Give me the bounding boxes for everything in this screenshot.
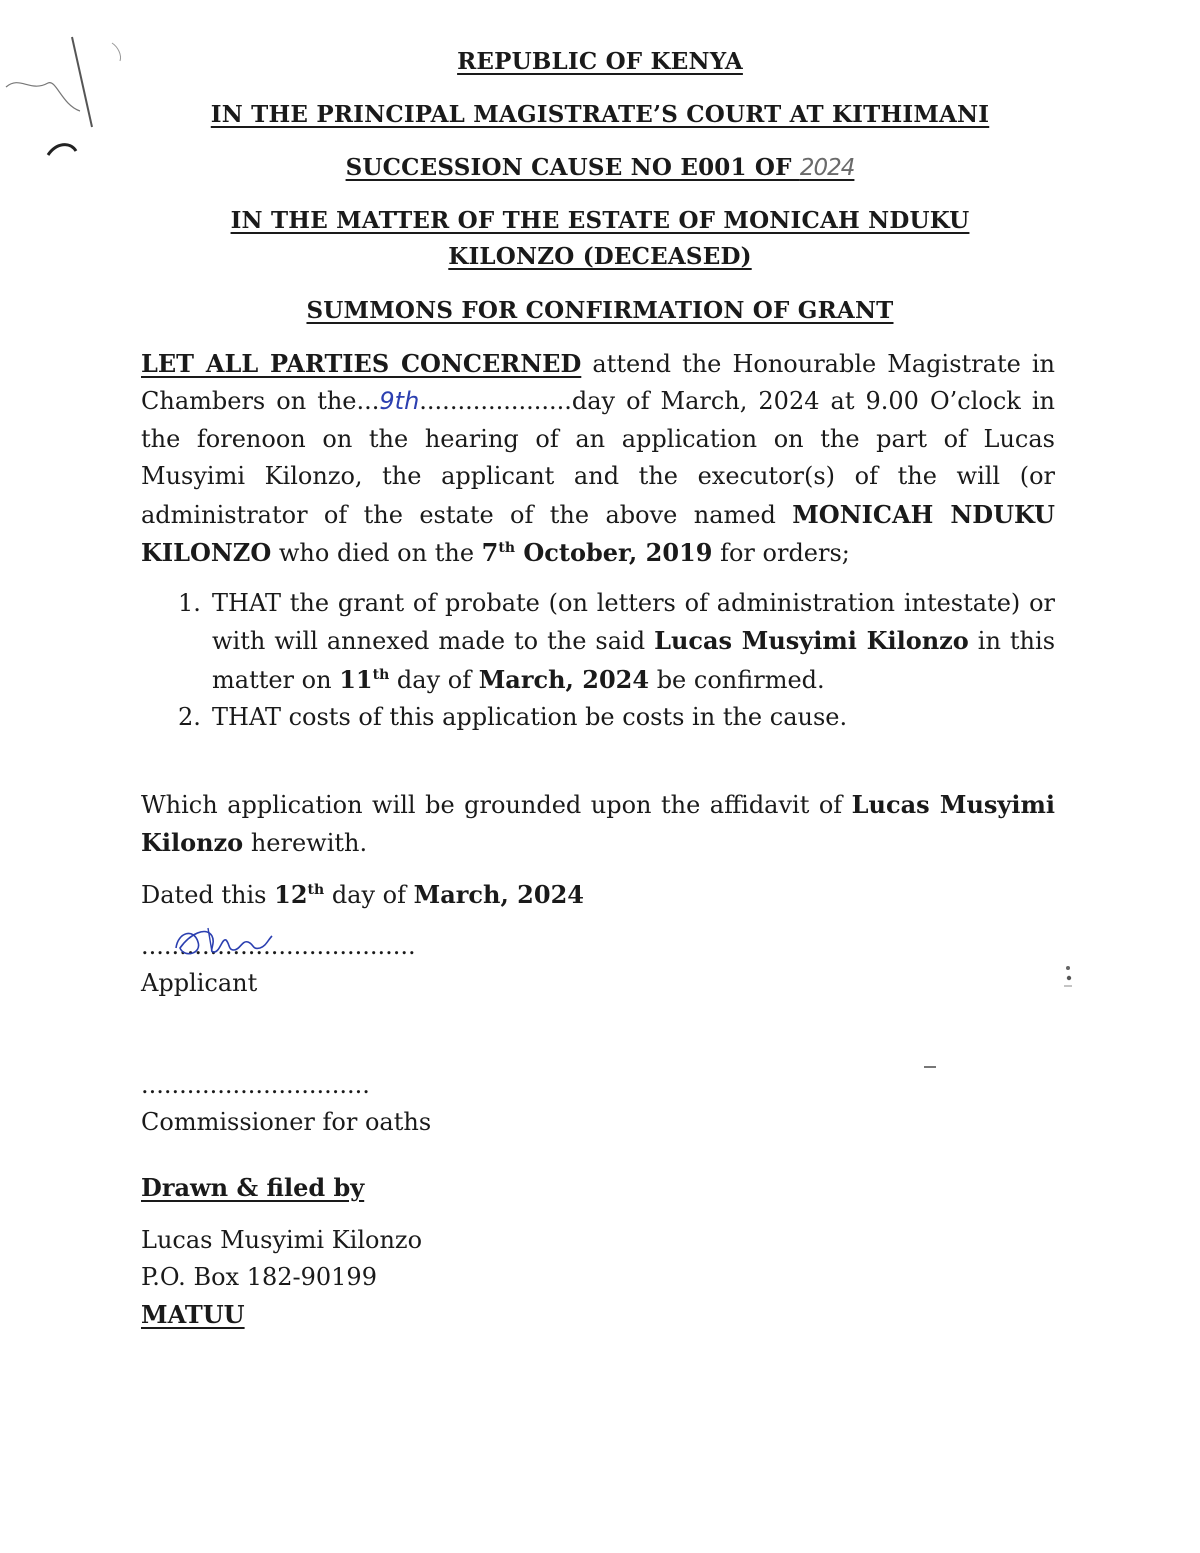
affiant-name: Lucas Musyimi Kilonzo (141, 790, 1055, 858)
cause-prefix: SUCCESSION CAUSE NO E001 OF (345, 154, 800, 181)
document-title: SUMMONS FOR CONFIRMATION OF GRANT (306, 297, 894, 324)
opening-phrase: LET ALL PARTIES CONCERNED (141, 349, 582, 378)
list-item: 2. THAT costs of this application be costs in the cause. (178, 699, 1055, 736)
grounds-paragraph: Which application will be grounded upon the affidavit of Lucas Musyimi Kilonzo herewith. (141, 790, 1055, 858)
applicant-name: Lucas Musyimi Kilonzo (654, 626, 969, 656)
signature-dots: .................................... (141, 932, 416, 960)
paragraph-text-1: attend the Honourable Magistrate in Chambers on the... (141, 350, 1056, 416)
list-item: 1. THAT the grant of probate (on letters of administration intestate) or with will annexed made to the said Lucas Musyimi Kilonzo in this matter on 11th day of March, 2024 be confirmed. (178, 585, 1055, 699)
applicant-label: Applicant (141, 969, 258, 997)
commissioner-signature-line: .............................. (141, 1071, 370, 1099)
applicant-signature (168, 918, 288, 962)
scan-speck (1058, 960, 1082, 994)
order-number: 2. (178, 703, 201, 732)
cause-number (346, 154, 855, 181)
heading-document-title (0, 293, 1200, 329)
grant-day: 11th (339, 664, 390, 694)
handwritten-hearing-day: 9th (379, 387, 420, 416)
filed-by-heading: Drawn & filed by (141, 1173, 365, 1202)
paragraph-text-3: who died on the (271, 539, 482, 568)
matter-line-2: KILONZO (DECEASED) (448, 243, 752, 270)
handwritten-cause-year: 2024 (799, 155, 855, 181)
heading-court (0, 97, 1200, 133)
commissioner-label: Commissioner for oaths (141, 1108, 432, 1136)
heading-matter (0, 203, 1200, 275)
paragraph-text-4: for orders; (712, 539, 850, 568)
filer-name: Lucas Musyimi Kilonzo (141, 1226, 423, 1254)
filer-town: MATUU (141, 1300, 245, 1329)
scan-speck (922, 1062, 942, 1072)
orders-list (178, 585, 1055, 737)
paragraph-text-2: ....................day of March, 2024 at 9.00 O’clock in the forenoon on the hearing of an application on the part of Lucas Musyimi Kilonzo, the applicant and the executor(s) of the will (or administrator of the estate of the above named (141, 387, 1055, 529)
matter-line-1: IN THE MATTER OF THE ESTATE OF MONICAH NDUKU (230, 207, 970, 234)
order-number: 1. (178, 589, 201, 617)
court-title: IN THE PRINCIPAL MAGISTRATE’S COURT AT KITHIMANI (210, 101, 990, 128)
grant-date: March, 2024 (478, 664, 650, 694)
heading-cause-number (0, 150, 1200, 186)
dated-month-year: March, 2024 (413, 880, 584, 909)
deceased-name: MONICAH NDUKU KILONZO (141, 499, 1055, 568)
dated-line: Dated this 12th day of March, 2024 (141, 880, 584, 909)
country-title: REPUBLIC OF KENYA (457, 48, 743, 75)
heading-country (0, 44, 1200, 80)
scan-artifact-mark (0, 15, 140, 165)
summons-paragraph (141, 345, 1055, 572)
death-date: 7th October, 2019 (481, 538, 713, 568)
filer-address: P.O. Box 182-90199 (141, 1263, 377, 1291)
dated-day: 12th (274, 880, 325, 909)
